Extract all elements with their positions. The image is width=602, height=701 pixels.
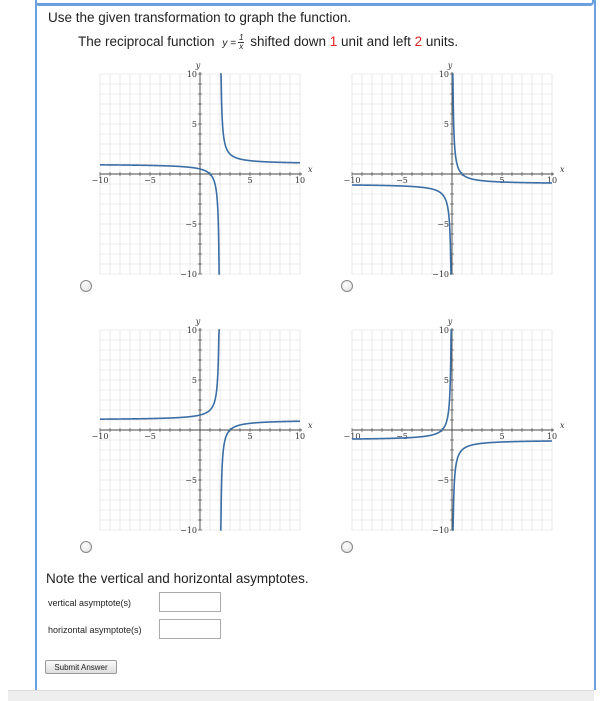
y-tick-label: −10 [432, 270, 449, 279]
x-tick-label: 10 [294, 176, 306, 185]
y-tick-label: 5 [443, 120, 449, 129]
x-tick-label: −10 [343, 176, 361, 185]
x-tick-label: 10 [546, 176, 558, 185]
y-tick-label: 10 [186, 326, 197, 335]
description-part2: unit and left [341, 34, 411, 50]
y-tick-label: 10 [438, 326, 449, 335]
x-tick-label: 10 [294, 432, 306, 441]
fraction-denominator: x [239, 42, 244, 51]
y-tick-label: −5 [185, 220, 197, 229]
x-tick-label: 10 [546, 432, 558, 441]
plot-area [92, 317, 313, 535]
y-tick-label: 5 [443, 376, 449, 385]
vertical-asymptote-input[interactable] [159, 592, 221, 612]
x-tick-label: −5 [144, 432, 156, 441]
x-tick-label: −5 [396, 176, 408, 185]
graph-option-b [340, 58, 580, 288]
radio-option-d[interactable] [341, 541, 353, 553]
radio-option-a[interactable] [80, 280, 92, 292]
y-axis-label: y [195, 317, 201, 326]
y-tick-label: −5 [437, 220, 449, 229]
y-tick-label: 10 [186, 70, 197, 79]
description-prefix: The reciprocal function [78, 34, 215, 50]
plot-area [344, 317, 565, 535]
horizontal-asymptote-input[interactable] [159, 619, 221, 639]
reciprocal-fraction [238, 34, 244, 51]
y-tick-label: −10 [432, 526, 449, 535]
x-tick-label: 5 [499, 432, 505, 441]
y-tick-label: −5 [185, 476, 197, 485]
question-instruction: Use the given transformation to graph the function. [48, 10, 352, 25]
description-part3: units. [425, 34, 459, 50]
y-axis-label: y [447, 61, 453, 70]
y-tick-label: 5 [191, 376, 197, 385]
x-tick-label: −5 [144, 176, 156, 185]
x-tick-label: −10 [91, 432, 109, 441]
x-tick-label: 5 [247, 176, 253, 185]
vertical-asymptote-label: vertical asymptote(s) [48, 598, 132, 608]
y-tick-label: −10 [180, 270, 197, 279]
graph-option-d [340, 314, 580, 544]
x-tick-label: 5 [499, 176, 505, 185]
next-question-strip [8, 690, 594, 701]
y-tick-label: −5 [437, 476, 449, 485]
x-axis-label: x [560, 421, 565, 430]
fraction-numerator: 1 [238, 33, 244, 42]
description-part1: shifted down [250, 34, 326, 50]
x-axis-label: x [560, 165, 565, 174]
x-axis-label: x [308, 421, 313, 430]
shift-left-value: 2 [414, 34, 423, 50]
horizontal-asymptote-label: horizontal asymptote(s) [48, 625, 142, 635]
submit-answer-button[interactable]: Submit Answer [45, 660, 117, 674]
y-tick-label: 10 [438, 70, 449, 79]
equation-lhs: y = [222, 38, 236, 50]
y-tick-label: −10 [180, 526, 197, 535]
radio-option-c[interactable] [80, 541, 92, 553]
shift-down-value: 1 [329, 34, 338, 50]
x-tick-label: −5 [396, 432, 408, 441]
radio-option-b[interactable] [341, 280, 353, 292]
graph-option-c [88, 314, 320, 544]
asymptote-note: Note the vertical and horizontal asymptotes. [46, 571, 309, 586]
plot-area [92, 61, 313, 279]
x-tick-label: −10 [91, 176, 109, 185]
plot-area [344, 61, 565, 279]
y-tick-label: 5 [191, 120, 197, 129]
graph-option-a [88, 58, 320, 288]
y-axis-label: y [195, 61, 201, 70]
x-tick-label: 5 [247, 432, 253, 441]
y-axis-label: y [447, 317, 453, 326]
x-axis-label: x [308, 165, 313, 174]
question-description [78, 34, 458, 51]
x-tick-label: −10 [343, 432, 361, 441]
